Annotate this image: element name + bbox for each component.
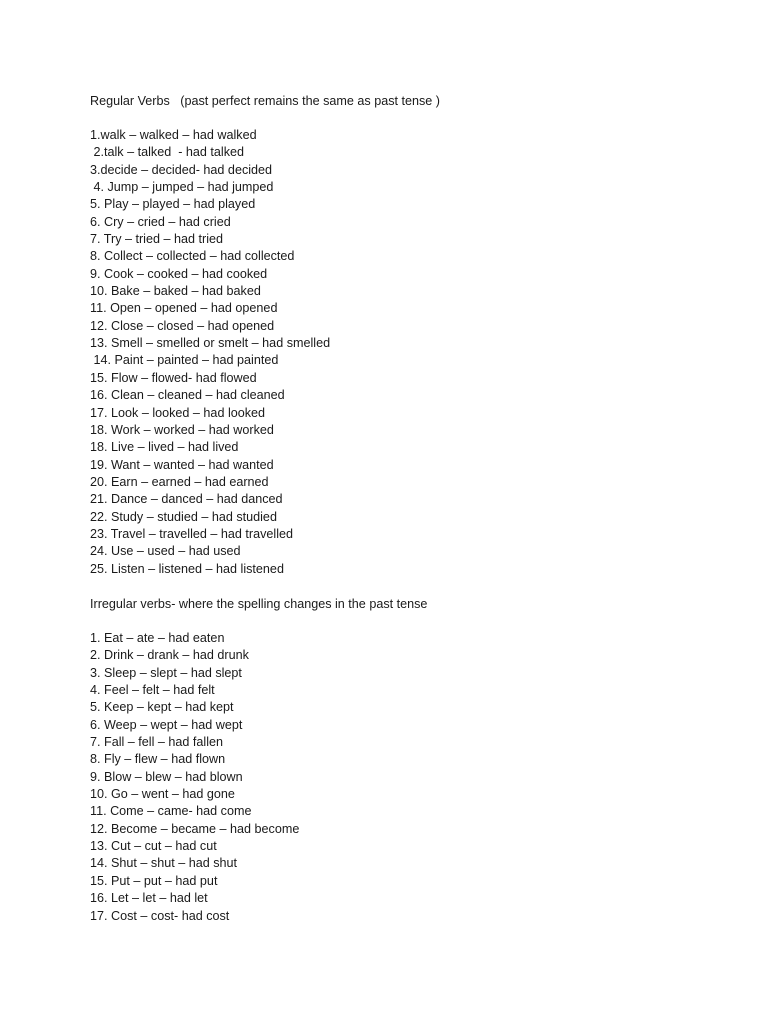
- verb-list-item: 7. Fall – fell – had fallen: [90, 735, 224, 750]
- verb-list-item: 13. Smell – smelled or smelt – had smelled: [90, 336, 331, 351]
- verb-list-item: 17. Look – looked – had looked: [90, 405, 266, 420]
- verb-list-item: 14. Paint – painted – had painted: [90, 353, 279, 368]
- verb-list-item: 24. Use – used – had used: [90, 544, 241, 559]
- verb-list-item: 17. Cost – cost- had cost: [90, 908, 230, 923]
- verb-list-item: 25. Listen – listened – had listened: [90, 561, 284, 576]
- verb-list-item: 9. Blow – blew – had blown: [90, 769, 243, 784]
- verb-list-item: 6. Cry – cried – had cried: [90, 214, 231, 229]
- verb-list-item: 5. Keep – kept – had kept: [90, 700, 234, 715]
- verb-list-item: 3. Sleep – slept – had slept: [90, 665, 242, 680]
- verb-list-item: 11. Come – came- had come: [90, 804, 252, 819]
- verb-list-item: 2.talk – talked - had talked: [90, 145, 245, 160]
- verb-list-item: 10. Bake – baked – had baked: [90, 284, 261, 299]
- verb-list-item: 22. Study – studied – had studied: [90, 509, 277, 524]
- verb-list-item: 1.walk – walked – had walked: [90, 128, 257, 142]
- regular-verbs-heading: Regular Verbs (past perfect remains the same as past tense ): [90, 94, 440, 108]
- verb-list-item: 5. Play – played – had played: [90, 197, 256, 212]
- regular-verbs-list: [90, 127, 330, 578]
- verb-list-item: 8. Collect – collected – had collected: [90, 249, 295, 264]
- verb-list-item: 12. Close – closed – had opened: [90, 318, 275, 333]
- verb-list-item: 15. Put – put – had put: [90, 873, 218, 888]
- verb-list-item: 9. Cook – cooked – had cooked: [90, 266, 268, 281]
- verb-list-item: 4. Jump – jumped – had jumped: [90, 180, 274, 195]
- verb-list-item: 11. Open – opened – had opened: [90, 301, 278, 316]
- verb-list-item: 16. Let – let – had let: [90, 891, 208, 906]
- verb-list-item: 13. Cut – cut – had cut: [90, 839, 217, 854]
- verb-list-item: 16. Clean – cleaned – had cleaned: [90, 388, 285, 403]
- verb-list-item: 7. Try – tried – had tried: [90, 232, 224, 247]
- verb-list-item: 3.decide – decided- had decided: [90, 162, 273, 177]
- verb-list-item: 6. Weep – wept – had wept: [90, 717, 243, 732]
- verb-list-item: 15. Flow – flowed- had flowed: [90, 370, 257, 385]
- irregular-verbs-heading: Irregular verbs- where the spelling changes in the past tense: [90, 597, 428, 611]
- verb-list-item: 19. Want – wanted – had wanted: [90, 457, 274, 472]
- verb-list-item: 2. Drink – drank – had drunk: [90, 648, 249, 663]
- irregular-verbs-list: [90, 630, 299, 925]
- verb-list-item: 18. Work – worked – had worked: [90, 422, 274, 437]
- verb-list-item: 21. Dance – danced – had danced: [90, 492, 283, 507]
- verb-list-item: 10. Go – went – had gone: [90, 787, 235, 802]
- verb-list-item: 18. Live – lived – had lived: [90, 440, 239, 455]
- verb-list-item: 1. Eat – ate – had eaten: [90, 631, 225, 645]
- verb-list-item: 20. Earn – earned – had earned: [90, 474, 269, 489]
- verb-list-item: 14. Shut – shut – had shut: [90, 856, 238, 871]
- verb-list-item: 8. Fly – flew – had flown: [90, 752, 226, 767]
- verb-list-item: 23. Travel – travelled – had travelled: [90, 526, 294, 541]
- verb-list-item: 4. Feel – felt – had felt: [90, 683, 215, 698]
- verb-list-item: 12. Become – became – had become: [90, 821, 300, 836]
